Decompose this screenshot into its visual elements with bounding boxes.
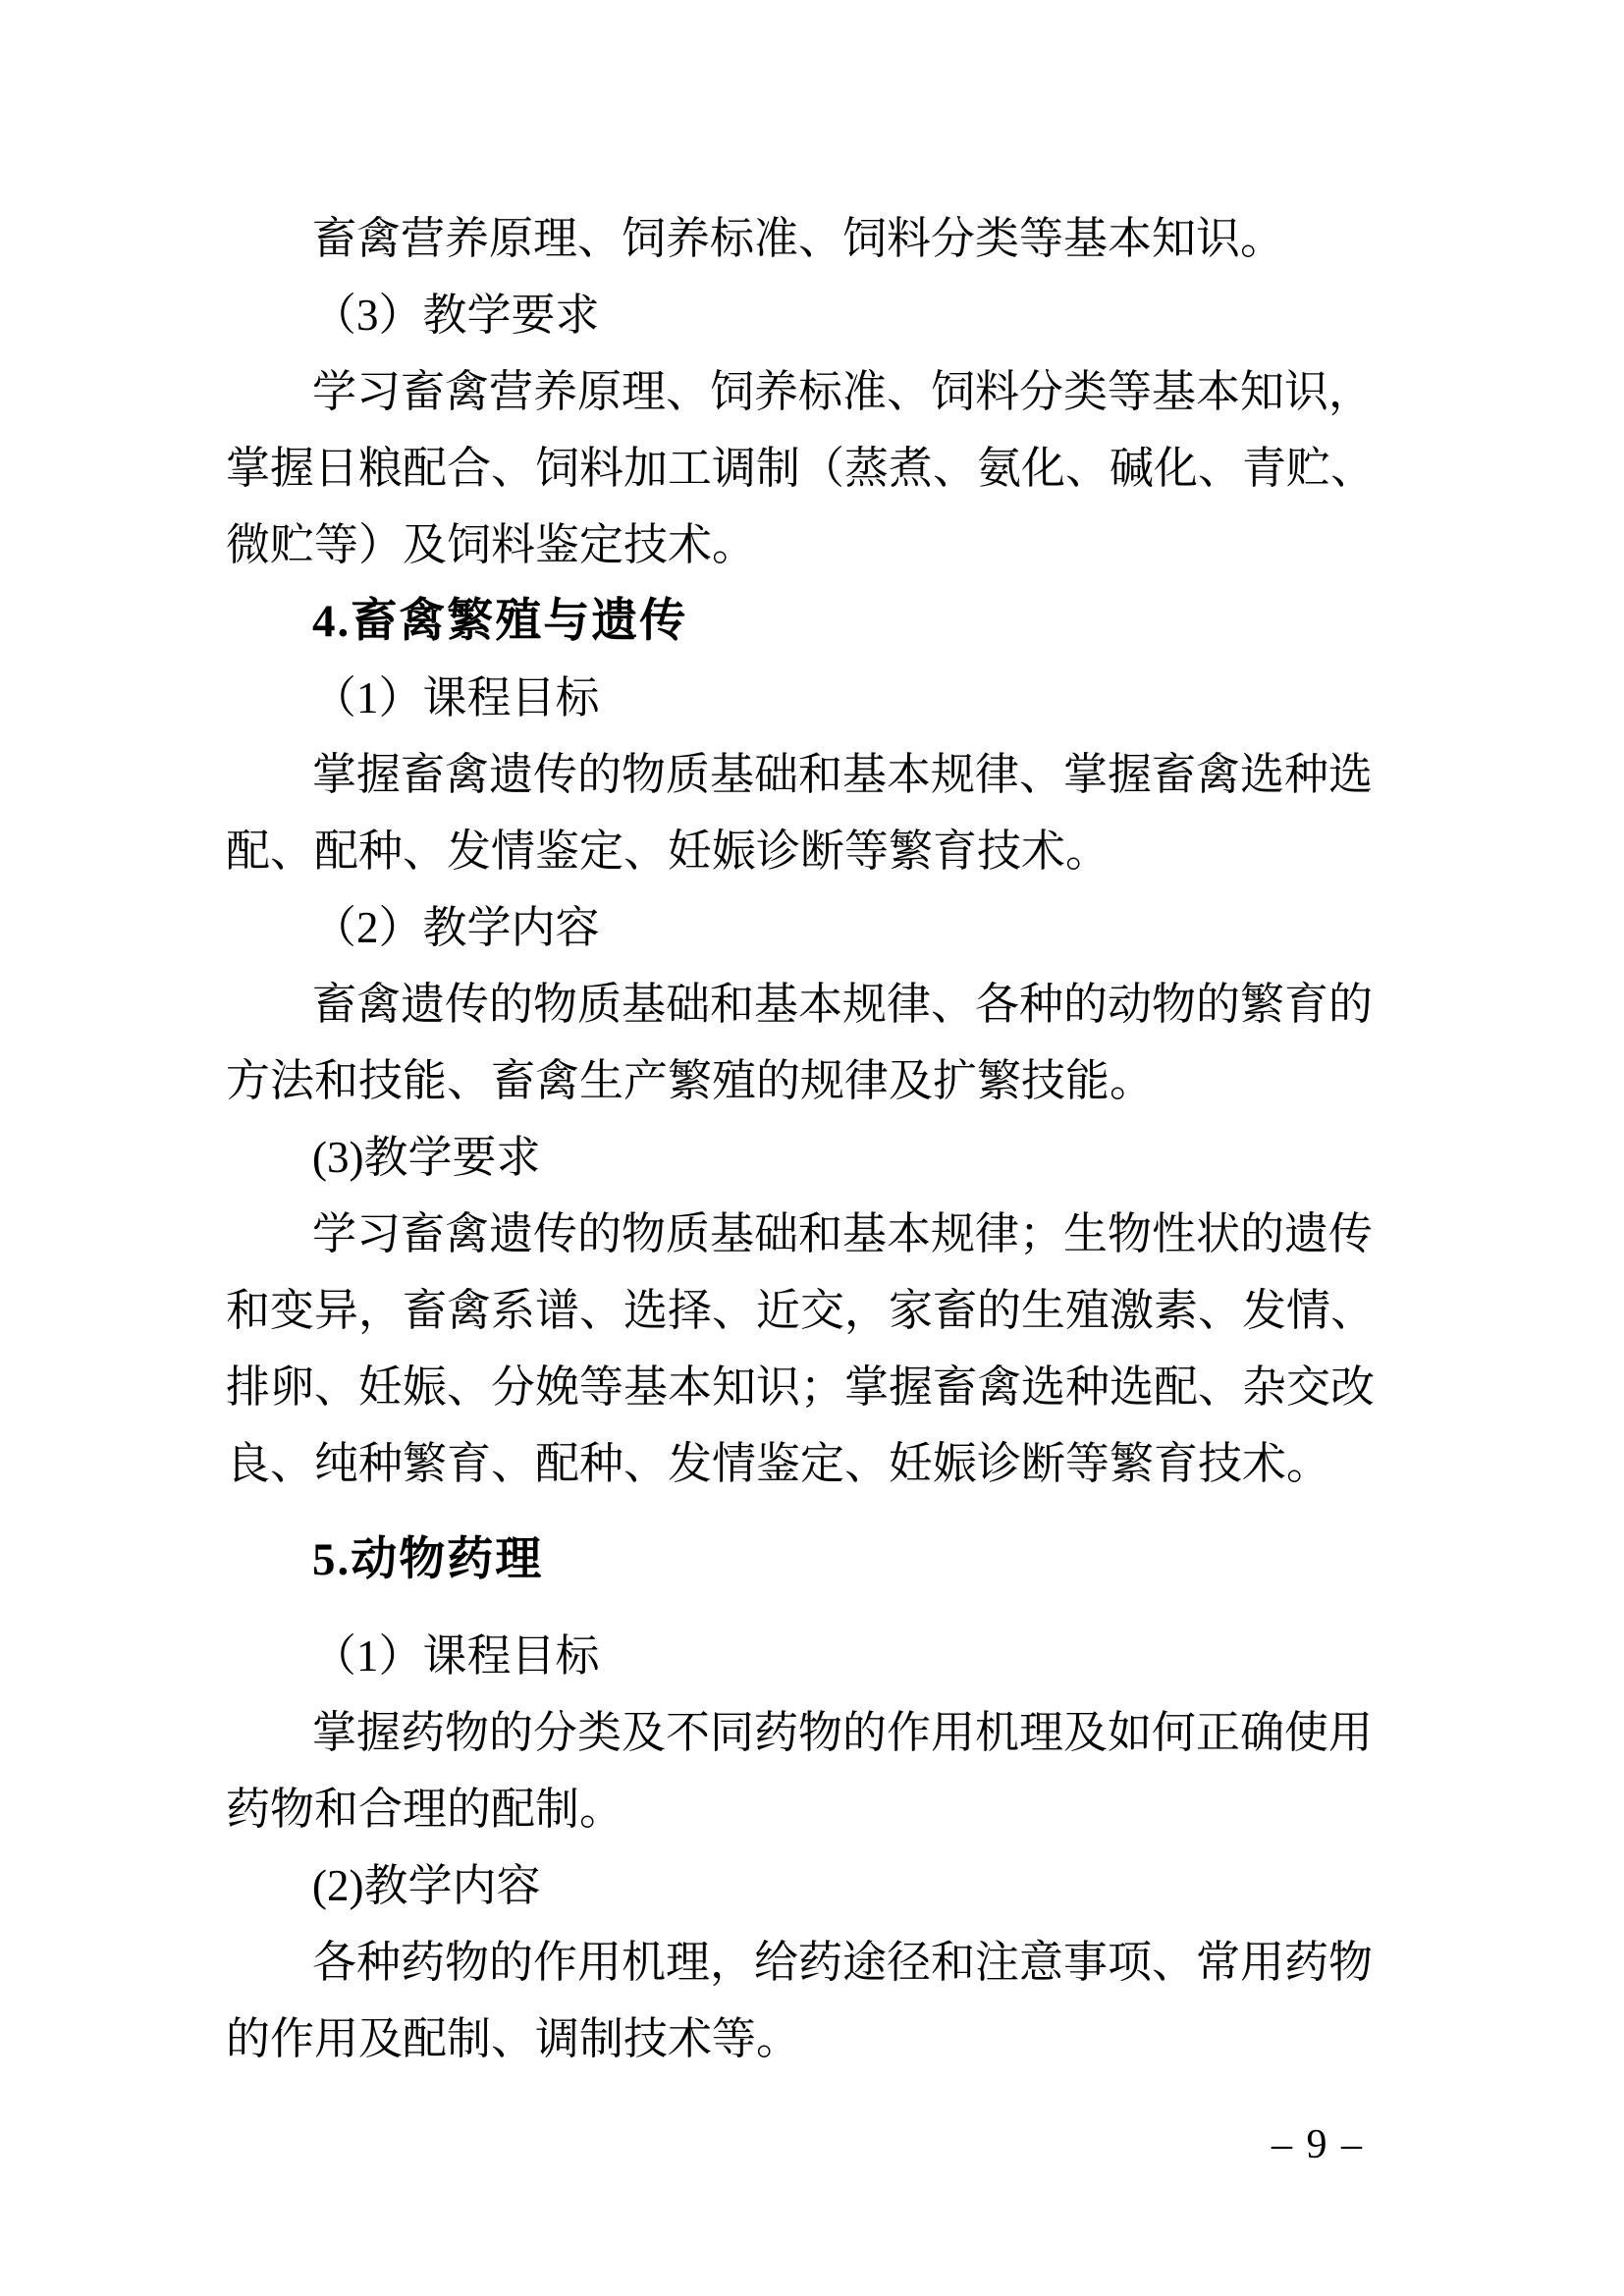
section-heading: 5.动物药理 <box>312 1534 544 1585</box>
document-body <box>226 200 1502 2077</box>
text-line: 排卵、妊娠、分娩等基本知识；掌握畜禽选种选配、杂交改 <box>226 1362 1376 1412</box>
text-line: 微贮等）及饲料鉴定技术。 <box>226 520 757 569</box>
text-line: 掌握畜禽遗传的物质基础和基本规律、掌握畜禽选种选 <box>312 750 1374 799</box>
page-number: – 9 – <box>1272 2122 1364 2167</box>
text-line: 的作用及配制、调制技术等。 <box>226 2014 801 2063</box>
text-line: 方法和技能、畜禽生产繁殖的规律及扩繁技能。 <box>226 1056 1155 1105</box>
text-line: (2)教学内容 <box>312 1861 541 1910</box>
text-line: 药物和合理的配制。 <box>226 1785 624 1834</box>
text-line: 掌握日粮配合、饲料加工调制（蒸煮、氨化、碱化、青贮、 <box>226 444 1376 493</box>
text-line: 良、纯种繁育、配种、发情鉴定、妊娠诊断等繁育技术。 <box>226 1439 1331 1488</box>
section-heading: 4.畜禽繁殖与遗传 <box>312 596 688 647</box>
text-line: （1）课程目标 <box>312 673 600 722</box>
text-line: 畜禽营养原理、饲养标准、饲料分类等基本知识。 <box>312 214 1285 263</box>
text-line: 畜禽遗传的物质基础和基本规律、各种的动物的繁育的 <box>312 980 1374 1029</box>
text-line: 学习畜禽营养原理、饲养标准、饲料分类等基本知识， <box>312 367 1374 416</box>
text-line: （2）教学内容 <box>312 903 600 952</box>
text-line: 掌握药物的分类及不同药物的作用机理及如何正确使用 <box>312 1708 1374 1757</box>
text-line: 和变异，畜禽系谱、选择、近交，家畜的生殖激素、发情、 <box>226 1286 1376 1335</box>
text-line: (3)教学要求 <box>312 1133 541 1182</box>
text-line: 配、配种、发情鉴定、妊娠诊断等繁育技术。 <box>226 827 1110 876</box>
text-line: （3）教学要求 <box>312 291 600 340</box>
text-line: 各种药物的作用机理，给药途径和注意事项、常用药物 <box>312 1938 1374 1987</box>
text-line: （1）课程目标 <box>312 1631 600 1681</box>
text-line: 学习畜禽遗传的物质基础和基本规律；生物性状的遗传 <box>312 1209 1374 1258</box>
